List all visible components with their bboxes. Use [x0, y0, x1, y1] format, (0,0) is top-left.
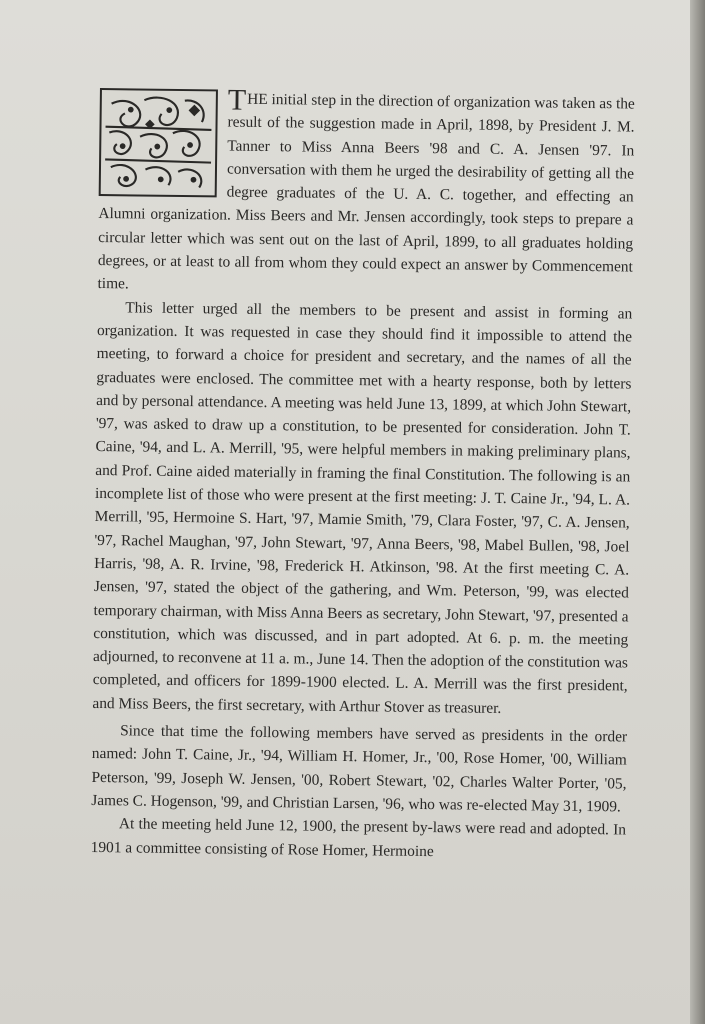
page-text: [90, 83, 635, 865]
paragraph-4: At the meeting held June 12, 1900, the present by-laws were read and adopted. In 1901 a committee consisting of Rose Homer, Hermoine: [90, 815, 627, 860]
paragraph-3: Since that time the following members have served as presidents in the order named: John T. Caine, Jr., '94, William H. Homer, Jr., '00, Rose Homer, '00, William Peterson, '99, Joseph W. Jensen, '00, Robert Stewart, '02, Charles Walter Porter, '05, James C. Hogenson, '99, and Christian Larsen, '96, who was re-elected May 31, 1909.: [91, 722, 628, 816]
first-word-rest: HE: [247, 90, 268, 109]
paragraph-1-text: initial step in the direction of organization was taken as the result of the suggestion made in April, 1898, by President J. M. Tanner to Miss Anna Beers '98 and C. A. Jensen '97. In conversation with them he urged the desirability of getting all the degree graduates of the U. A. C. together, and effecting an Alumni organization. Miss Beers and Mr. Jensen accordingly, took steps to prepare a circular letter which was sent out on the last of April, 1899, to all graduates holding degrees, or at least to all from whom they could expect an answer by Commencement time.: [97, 91, 635, 293]
page-edge: [690, 0, 705, 1024]
initial-letter: T: [227, 83, 247, 117]
ornament-drawing: [101, 90, 216, 195]
ornamental-initial-icon: [99, 88, 218, 197]
paragraph-2: This letter urged all the members to be present and assist in forming an organization. It was requested in case they should find it impossible to attend the meeting, to forward a choice for president and secretary, and the names of all the graduates were enclosed. The committee met with a hearty response, both by letters and by personal attendance. A meeting was held June 13, 1899, at which John Stewart, '97, was asked to draw up a constitution, to be presented for consideration. John T. Caine, '94, and L. A. Merrill, '95, were helpful members in making preliminary plans, and Prof. Caine aided materially in framing the final Constitution. The following is an incomplete list of those who were present at the first meeting: J. T. Caine Jr., '94, L. A. Merrill, '95, Hermoine S. Hart, '97, Mamie Smith, '79, Clara Foster, '97, C. A. Jensen, '97, Rachel Maughan, '97, John Stewart, '97, Anna Beers, '98, Mabel Bullen, '98, Joel Harris, '98, A. R. Irvine, '98, Frederick H. Atkinson, '98. At the first meeting C. A. Jensen, '97, stated the object of the gathering, and Wm. Peterson, '99, was elected temporary chairman, with Miss Anna Beers as secretary, John Stewart, '97, presented a constitution, which was discussed, and in part adopted. At 6. p. m. the meeting adjourned, to reconvene at 11 a. m., June 14. Then the adoption of the constitution was completed, and officers for 1899-1900 elected. L. A. Merrill was the first president, and Miss Beers, the first secretary, with Arthur Stover as treasurer.: [92, 298, 633, 717]
